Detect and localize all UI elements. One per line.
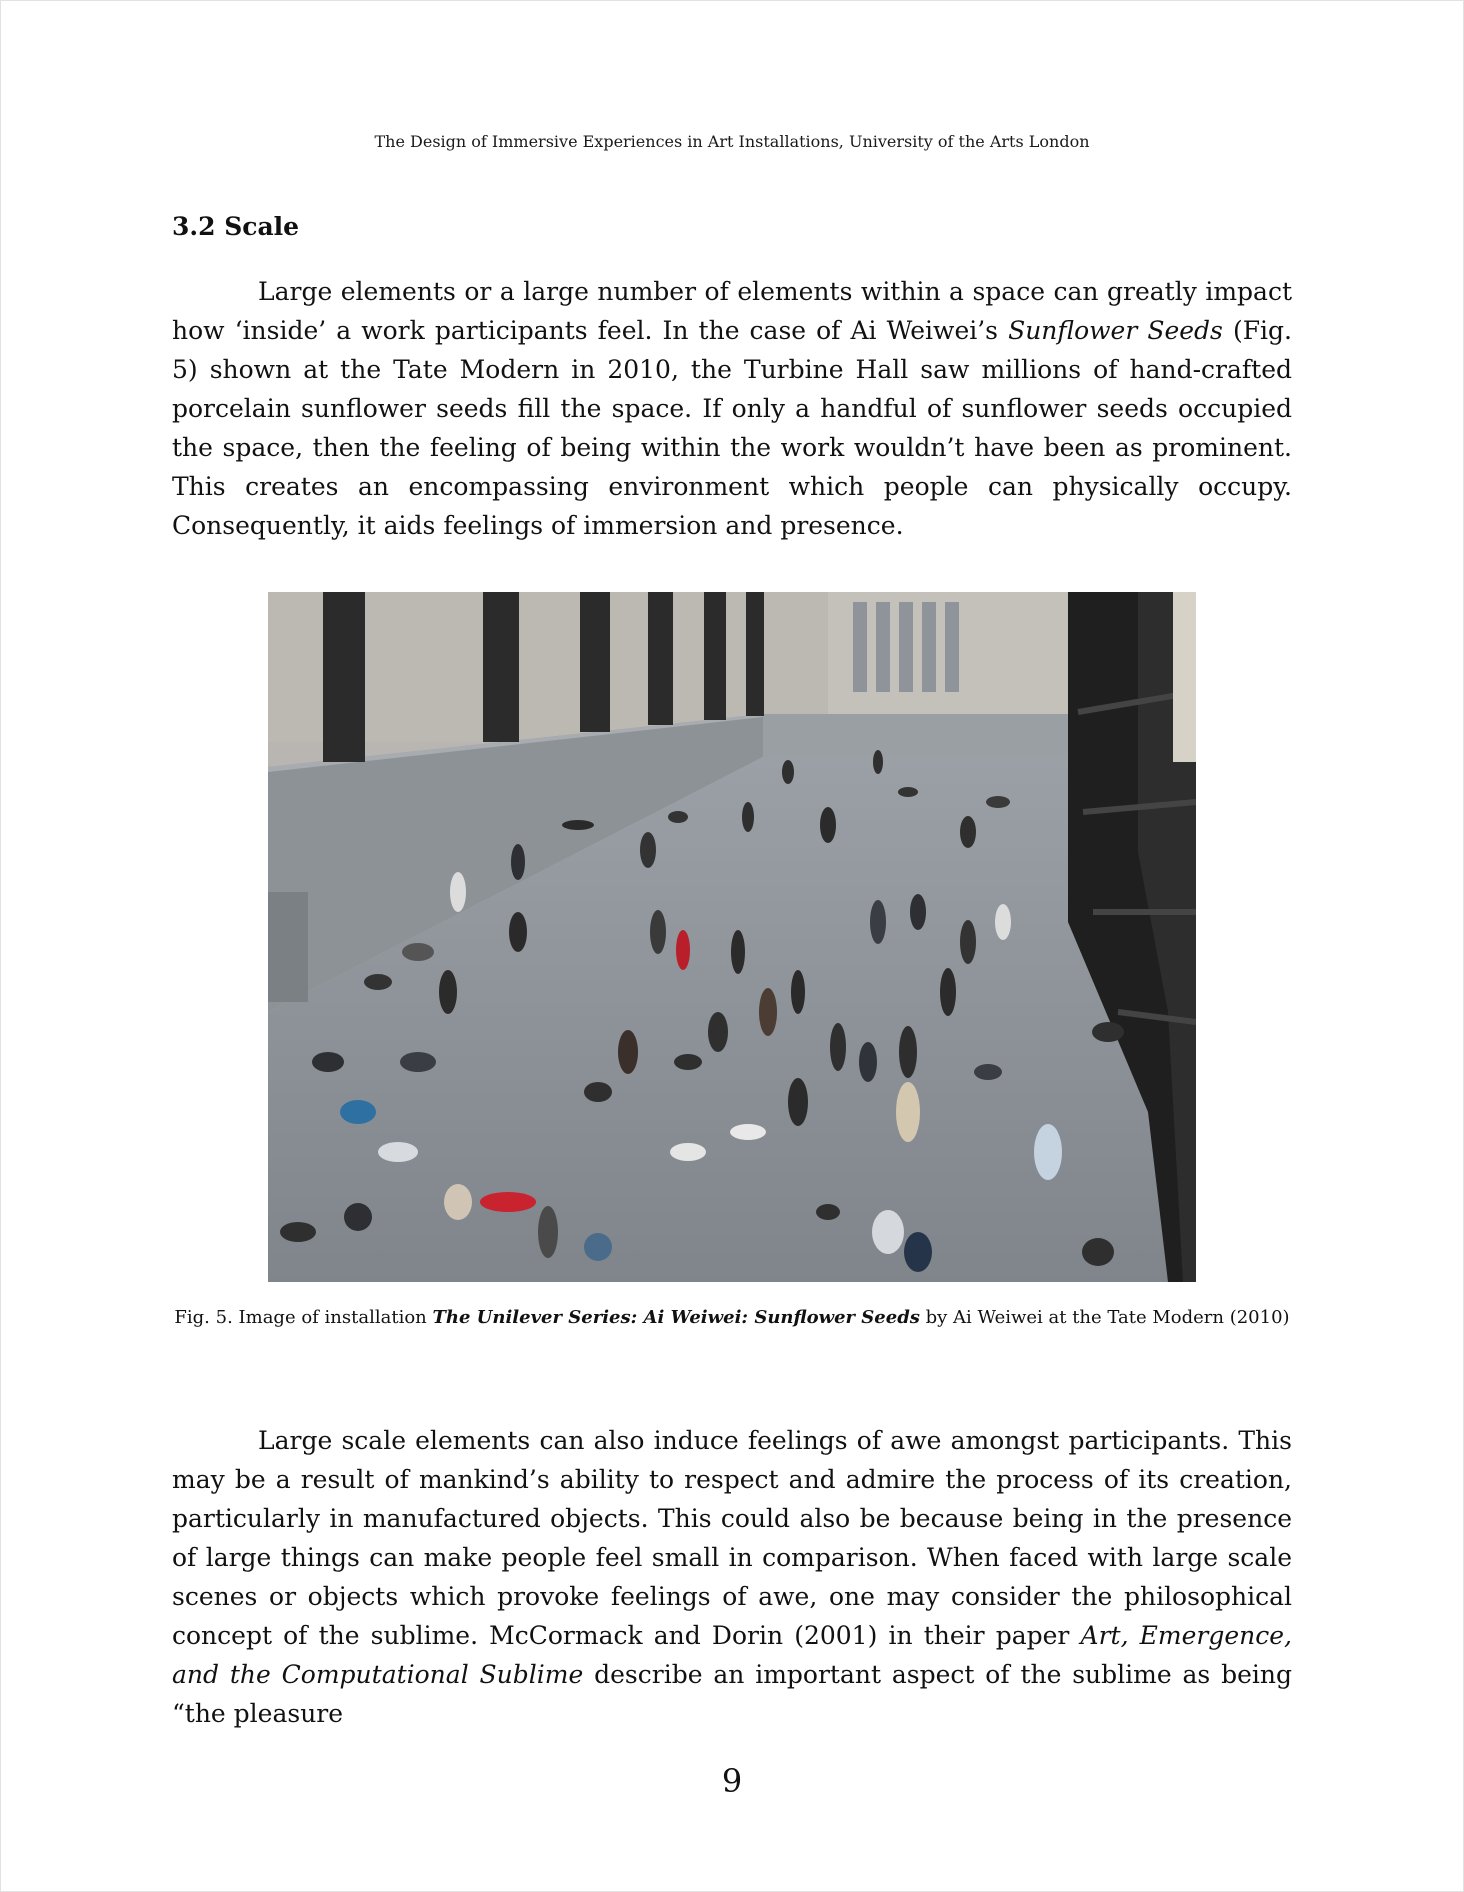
installation-photo <box>268 592 1196 1282</box>
turbine-hall-illustration <box>268 592 1196 1282</box>
caption-work-title: The Unilever Series: Ai Weiwei: Sunflower Seeds <box>432 1307 920 1328</box>
paragraph-text: Large scale elements can also induce feelings of awe amongst participants. This may be a result of mankind’s ability to respect and admire the process of its creation, particularly in manufactured objects. This could also be because being in the presence of large things can make people feel small in comparison. When faced with large scale scenes or objects which provoke feelings of awe, one may consider the philosophical concept of the sublime. McCormack and Dorin (2001) in their paper <box>172 1426 1292 1650</box>
body-paragraph-2 <box>172 1421 1292 1733</box>
body-paragraph-1 <box>172 272 1292 545</box>
section-heading: 3.2 Scale <box>172 212 300 241</box>
running-header: The Design of Immersive Experiences in Art Installations, University of the Arts London <box>374 132 1090 151</box>
paper-title-italic: Art, Emergence, and the Computational Sublime <box>172 1621 1292 1689</box>
paragraph-text: describe an important aspect of the sublime as being “the pleasure <box>172 1660 1292 1728</box>
caption-suffix: by Ai Weiwei at the Tate Modern (2010) <box>919 1307 1290 1328</box>
figure-caption <box>0 1307 1464 1328</box>
caption-prefix: Fig. 5. Image of installation <box>174 1307 433 1328</box>
paragraph-text: Large elements or a large number of elements within a space can greatly impact how ‘inside’ a work participants feel. In the case of Ai Weiwei’s <box>172 277 1292 345</box>
page-number: 9 <box>721 1762 743 1800</box>
paragraph-text: (Fig. 5) shown at the Tate Modern in 2010, the Turbine Hall saw millions of hand-crafted porcelain sunflower seeds fill the space. If only a handful of sunflower seeds occupied the space, then the feeling of being within the work wouldn’t have been as prominent. This creates an encompassing environment which people can physically occupy. Consequently, it aids feelings of immersion and presence. <box>172 316 1292 540</box>
work-title-italic: Sunflower Seeds <box>1008 316 1223 345</box>
